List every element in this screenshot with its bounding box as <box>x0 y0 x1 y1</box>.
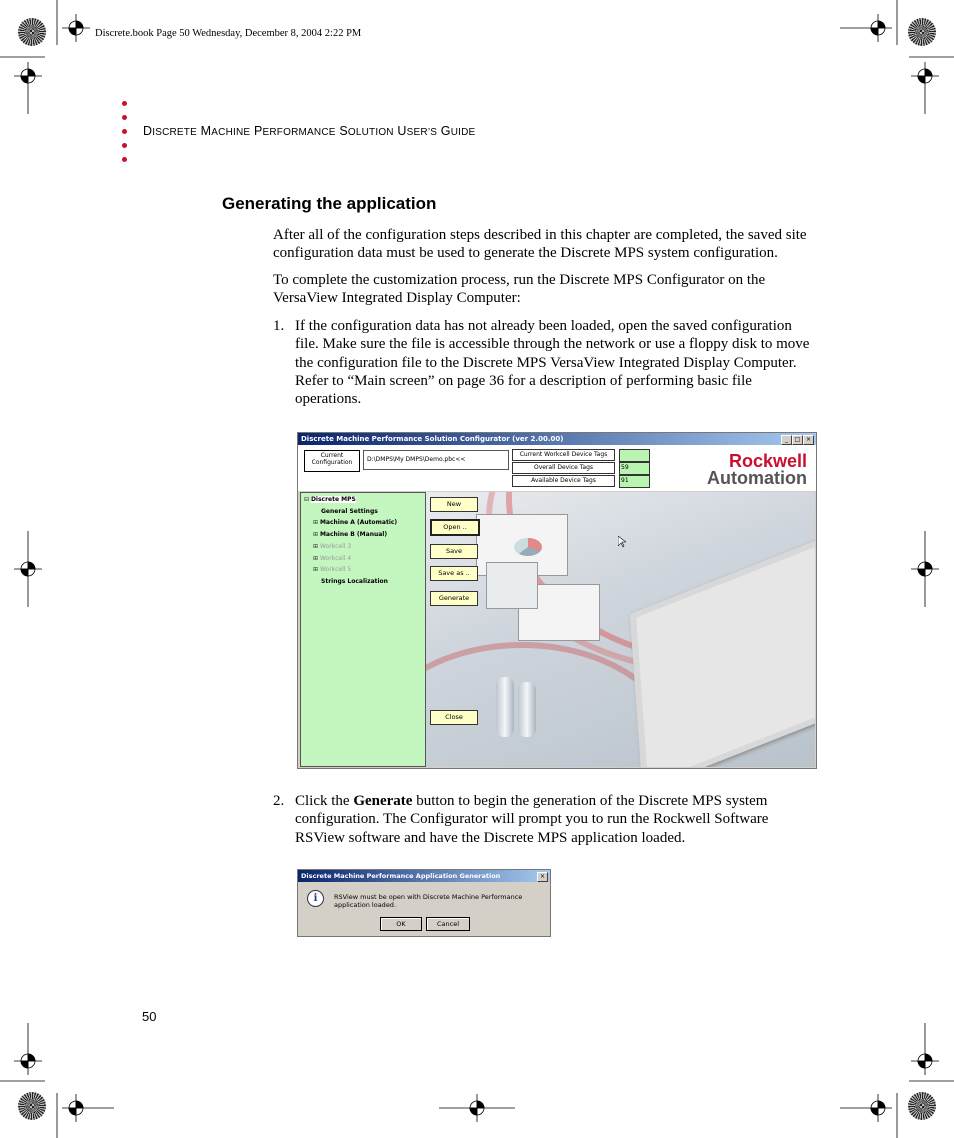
available-tag-count: 91 <box>619 475 650 488</box>
running-header-word <box>397 124 437 138</box>
step-number: 1. <box>273 318 285 334</box>
running-header <box>143 124 475 138</box>
info-icon: i <box>307 890 324 907</box>
running-header-initial: S <box>339 124 348 138</box>
paragraph: To complete the customization process, run the Discrete MPS Configurator on the VersaView Integrated Display Computer: <box>273 272 766 307</box>
new-button[interactable]: New <box>430 497 478 512</box>
dialog-title: Discrete Machine Performance Application Generation <box>298 870 550 882</box>
running-header-smallcaps: SER’S <box>406 127 438 138</box>
margin-bullet <box>122 115 127 120</box>
paragraph: After all of the configuration steps described in this chapter are completed, the saved site configuration data must be used to generate the Discrete MPS system configuration. <box>273 227 807 262</box>
tree-item-label: Workcell 5 <box>319 566 352 574</box>
margin-bullet <box>122 143 127 148</box>
tree-item-label: Machine B (Manual) <box>319 531 388 539</box>
tree-item[interactable] <box>313 566 351 573</box>
configuration-tree <box>300 492 426 767</box>
running-header-smallcaps: OLUTION <box>347 127 394 138</box>
tree-item[interactable] <box>313 555 351 562</box>
margin-bullet <box>122 129 127 134</box>
rockwell-automation-logo <box>707 453 807 487</box>
preview-window <box>486 562 538 609</box>
configurator-screenshot <box>297 432 817 769</box>
tree-item-label: Machine A (Automatic) <box>319 519 398 527</box>
book-slug: Discrete.book Page 50 Wednesday, December 8, 2004 2:22 PM <box>95 28 362 39</box>
save-as-button[interactable]: Save as .. <box>430 566 478 581</box>
current-configuration-button[interactable]: Current Configuration <box>304 450 360 472</box>
background-illustration <box>426 492 815 767</box>
config-header <box>298 445 816 491</box>
mouse-cursor-icon <box>618 536 626 548</box>
save-button[interactable]: Save <box>430 544 478 559</box>
tree-item-label: General Settings <box>321 507 378 515</box>
tree-item[interactable] <box>313 531 387 538</box>
generate-term: Generate <box>353 793 413 809</box>
tank-illustration <box>496 677 514 737</box>
current-workcell-tag-count <box>619 449 650 462</box>
running-header-smallcaps: ISCRETE <box>152 127 197 138</box>
running-header-initial: P <box>253 124 263 138</box>
tree-expander-icon[interactable]: ⊟ <box>304 496 311 503</box>
generate-button[interactable]: Generate <box>430 591 478 606</box>
margin-bullet <box>122 101 127 106</box>
tree-expander-icon[interactable]: ⊞ <box>313 531 320 539</box>
running-header-initial: D <box>143 124 153 138</box>
tree-item-label: Discrete MPS <box>310 496 356 503</box>
tank-illustration <box>518 682 536 737</box>
overall-device-tags-button[interactable]: Overall Device Tags <box>512 462 615 474</box>
logo-line-2: Automation <box>707 468 807 488</box>
tree-expander-icon[interactable]: ⊞ <box>313 542 320 550</box>
ok-button[interactable]: OK <box>380 917 422 931</box>
step-number: 2. <box>273 793 285 809</box>
running-header-word <box>201 124 251 138</box>
configuration-path-field[interactable]: D:\DMPS\My DMPS\Demo.pbc<< <box>363 450 509 470</box>
step-text: If the configuration data has not already been loaded, open the saved configuration file. Make sure the file is accessible through the network or use a floppy disk to move the configuration file to the Discrete MPS VersaView Integrated Display Computer. Refer to “Main screen” on page 36 for a description of performing basic file operations. <box>295 318 810 408</box>
available-device-tags-button[interactable]: Available Device Tags <box>512 475 615 487</box>
running-header-word <box>254 124 336 138</box>
running-header-initial: G <box>440 124 451 138</box>
open-button[interactable]: Open .. <box>430 519 480 536</box>
minimize-button[interactable]: _ <box>781 435 792 445</box>
close-config-button[interactable]: Close <box>430 710 478 725</box>
tree-expander-icon[interactable]: ⊞ <box>313 519 320 527</box>
tree-item-label: Strings Localization <box>321 577 388 585</box>
running-header-initial: M <box>200 124 212 138</box>
step-text-pre: Click the <box>295 793 354 809</box>
current-workcell-device-tags-button[interactable]: Current Workcell Device Tags <box>512 449 615 461</box>
close-button[interactable]: × <box>803 435 814 445</box>
page-number: 50 <box>142 1009 157 1024</box>
running-header-word <box>339 124 393 138</box>
running-header-initial: U <box>397 124 407 138</box>
cancel-button[interactable]: Cancel <box>426 917 470 931</box>
step-text-post: button to begin the generation of the Discrete MPS system configuration. The Configurator will prompt you to run the Rockwell Software RSView software and have the Discrete MPS application loaded. <box>295 793 769 846</box>
maximize-button[interactable]: □ <box>792 435 803 445</box>
logo-line-1: Rockwell <box>728 451 807 471</box>
running-header-word <box>441 124 476 138</box>
running-header-word <box>143 124 197 138</box>
running-header-smallcaps: ACHINE <box>211 127 251 138</box>
tree-item[interactable] <box>304 496 356 503</box>
tree-item[interactable] <box>313 519 397 526</box>
margin-bullet <box>122 157 127 162</box>
tree-expander-icon[interactable]: ⊞ <box>313 566 320 574</box>
running-header-smallcaps: UIDE <box>450 127 476 138</box>
window-title: Discrete Machine Performance Solution Configurator (ver 2.00.00) <box>298 433 816 445</box>
tree-item[interactable] <box>313 543 351 550</box>
pie-chart-thumbnail <box>514 538 542 556</box>
dialog-close-button[interactable]: × <box>537 872 548 882</box>
section-heading: Generating the application <box>222 194 437 213</box>
generation-dialog-screenshot <box>297 869 551 937</box>
tree-item[interactable] <box>321 578 388 585</box>
tree-item-label: Workcell 4 <box>319 554 352 562</box>
overall-tag-count: 59 <box>619 462 650 475</box>
tree-item-label: Workcell 3 <box>319 542 352 550</box>
tree-item[interactable] <box>321 508 378 515</box>
running-header-smallcaps: ERFORMANCE <box>262 127 336 138</box>
dialog-message: RSView must be open with Discrete Machine Performance application loaded. <box>334 893 523 909</box>
tree-expander-icon[interactable]: ⊞ <box>313 554 320 562</box>
step-text <box>295 792 818 847</box>
